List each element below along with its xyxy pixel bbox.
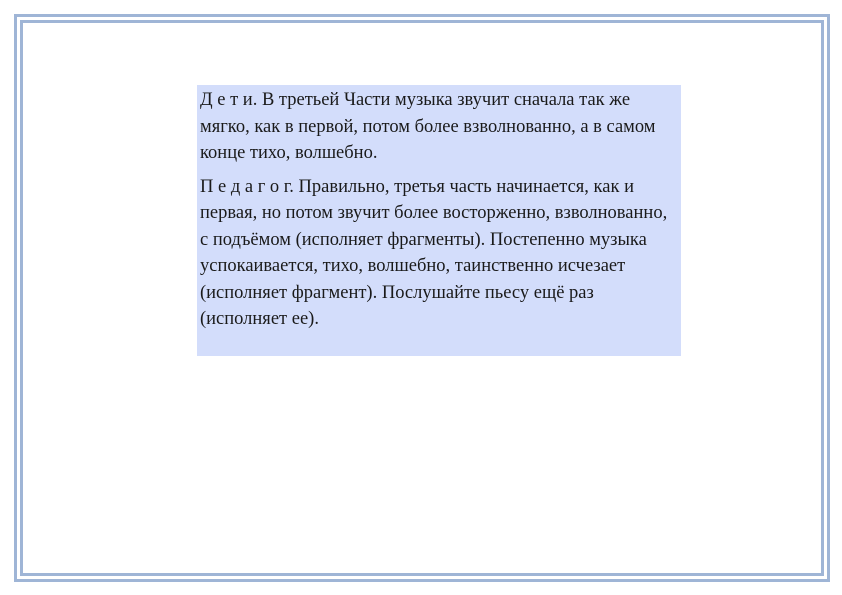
speaker-teacher: П е д а г о г. (200, 176, 294, 197)
paragraph-children (200, 87, 678, 167)
paragraph-teacher (200, 174, 678, 333)
paragraph-teacher-text: Правильно, третья часть начинается, как и первая, но потом звучит более восторженно, взволнованно, с подъёмом (исполняет фрагменты). Постепенно музыка успокаивается, тихо, волшебно, таинственно исчезает (исполняет фрагмент). Послушайте пьесу ещё раз (исполняет ее). (200, 176, 668, 329)
paragraph-children-text: В третьей Части музыка звучит сначала так же мягко, как в первой, потом более взволнованно, а в самом конце тихо, волшебно. (200, 90, 656, 163)
dialogue-text-block (197, 85, 681, 356)
speaker-children: Д е т и. (200, 90, 258, 110)
